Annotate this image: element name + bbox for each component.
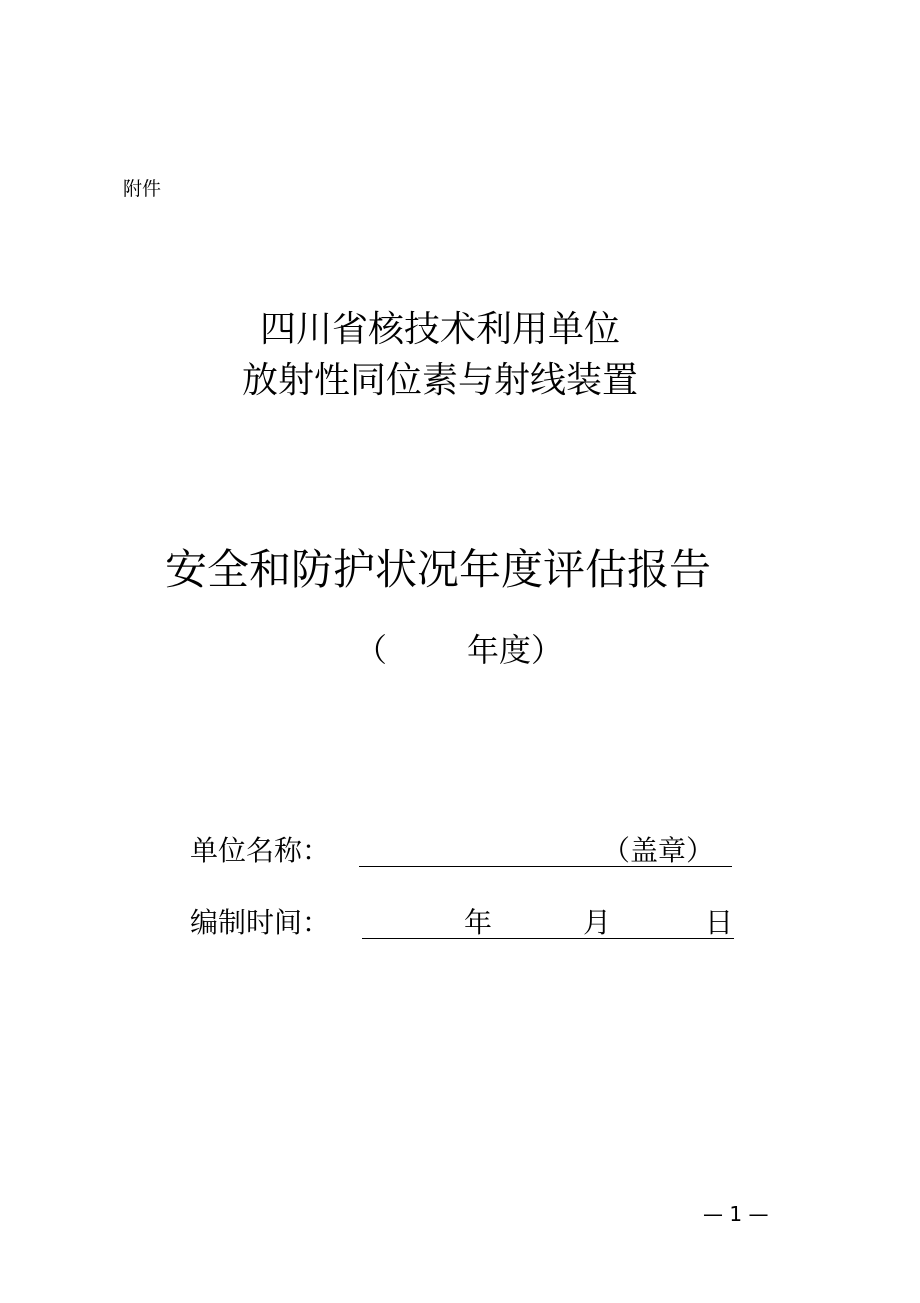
- year-open-paren: （: [355, 631, 388, 669]
- unit-name-label: 单位名称：: [190, 834, 331, 867]
- date-month-unit: 月: [583, 906, 612, 939]
- page-number: — 1 —: [703, 1202, 769, 1226]
- compile-date-field[interactable]: [362, 902, 734, 939]
- year-text: 年度）: [467, 631, 564, 669]
- report-title: 安全和防护状况年度评估报告: [164, 545, 711, 594]
- seal-note: （盖章）: [602, 834, 715, 867]
- title-line-1: 四川省核技术利用单位: [259, 309, 620, 350]
- compile-date-label: 编制时间：: [190, 906, 331, 939]
- year-line: [355, 630, 563, 670]
- attachment-label: 附件: [123, 178, 162, 200]
- date-year-unit: 年: [464, 906, 493, 939]
- date-day-unit: 日: [705, 906, 734, 939]
- title-line-2: 放射性同位素与射线装置: [241, 360, 638, 401]
